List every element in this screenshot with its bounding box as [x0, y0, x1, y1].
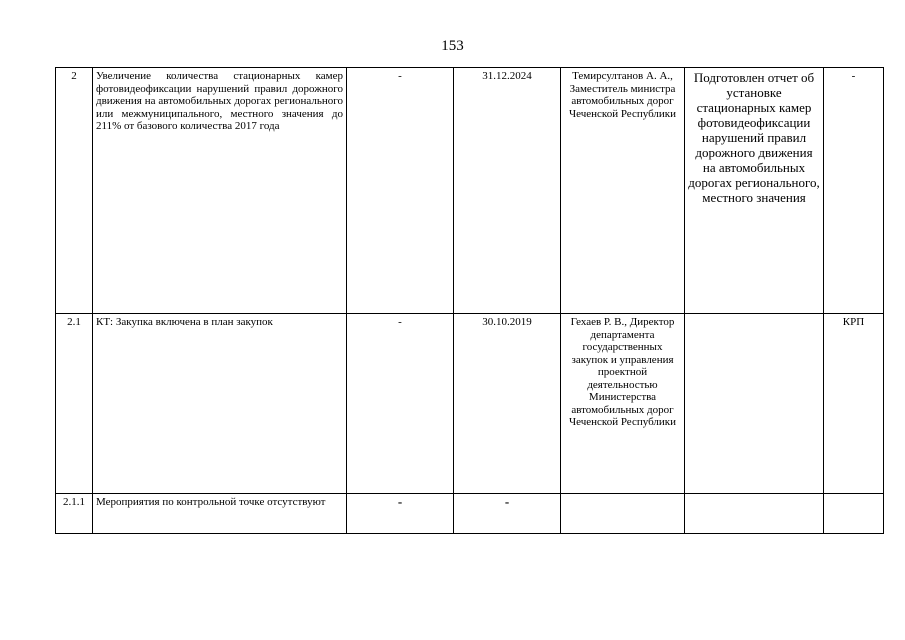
row-responsible: Темирсултанов А. А., Заместитель министра автомобильных дорог Чеченской Республики	[561, 68, 685, 314]
row-level: -	[824, 68, 884, 314]
table-row	[56, 314, 884, 494]
table-row	[56, 494, 884, 534]
row-name: Мероприятия по контрольной точке отсутствуют	[93, 494, 347, 534]
row-end-date: -	[454, 494, 561, 534]
row-start-date: -	[347, 494, 454, 534]
row-number: 2	[56, 68, 93, 314]
row-result	[685, 314, 824, 494]
project-plan-table	[55, 67, 884, 534]
row-end-date: 31.12.2024	[454, 68, 561, 314]
row-responsible: Гехаев Р. В., Директор департамента государственных закупок и управления проектной деятельностью Министерства автомобильных дорог Чеченской Республики	[561, 314, 685, 494]
row-result: Подготовлен отчет об установке стационарных камер фотовидеофиксации нарушений правил дорожного движения на автомобильных дорогах регионального, местного значения	[685, 68, 824, 314]
row-start-date: -	[347, 314, 454, 494]
row-start-date: -	[347, 68, 454, 314]
row-level	[824, 494, 884, 534]
row-end-date: 30.10.2019	[454, 314, 561, 494]
row-number: 2.1	[56, 314, 93, 494]
row-name: Увеличение количества стационарных камер фотовидеофиксации нарушений правил дорожного движения на автомобильных дорогах регионального или межмуниципального, местного значения до 211% от базового количества 2017 года	[93, 68, 347, 314]
row-name: КТ: Закупка включена в план закупок	[93, 314, 347, 494]
row-responsible	[561, 494, 685, 534]
row-number: 2.1.1	[56, 494, 93, 534]
row-level: КРП	[824, 314, 884, 494]
page-number: 153	[441, 38, 464, 54]
table-row	[56, 68, 884, 314]
row-result	[685, 494, 824, 534]
